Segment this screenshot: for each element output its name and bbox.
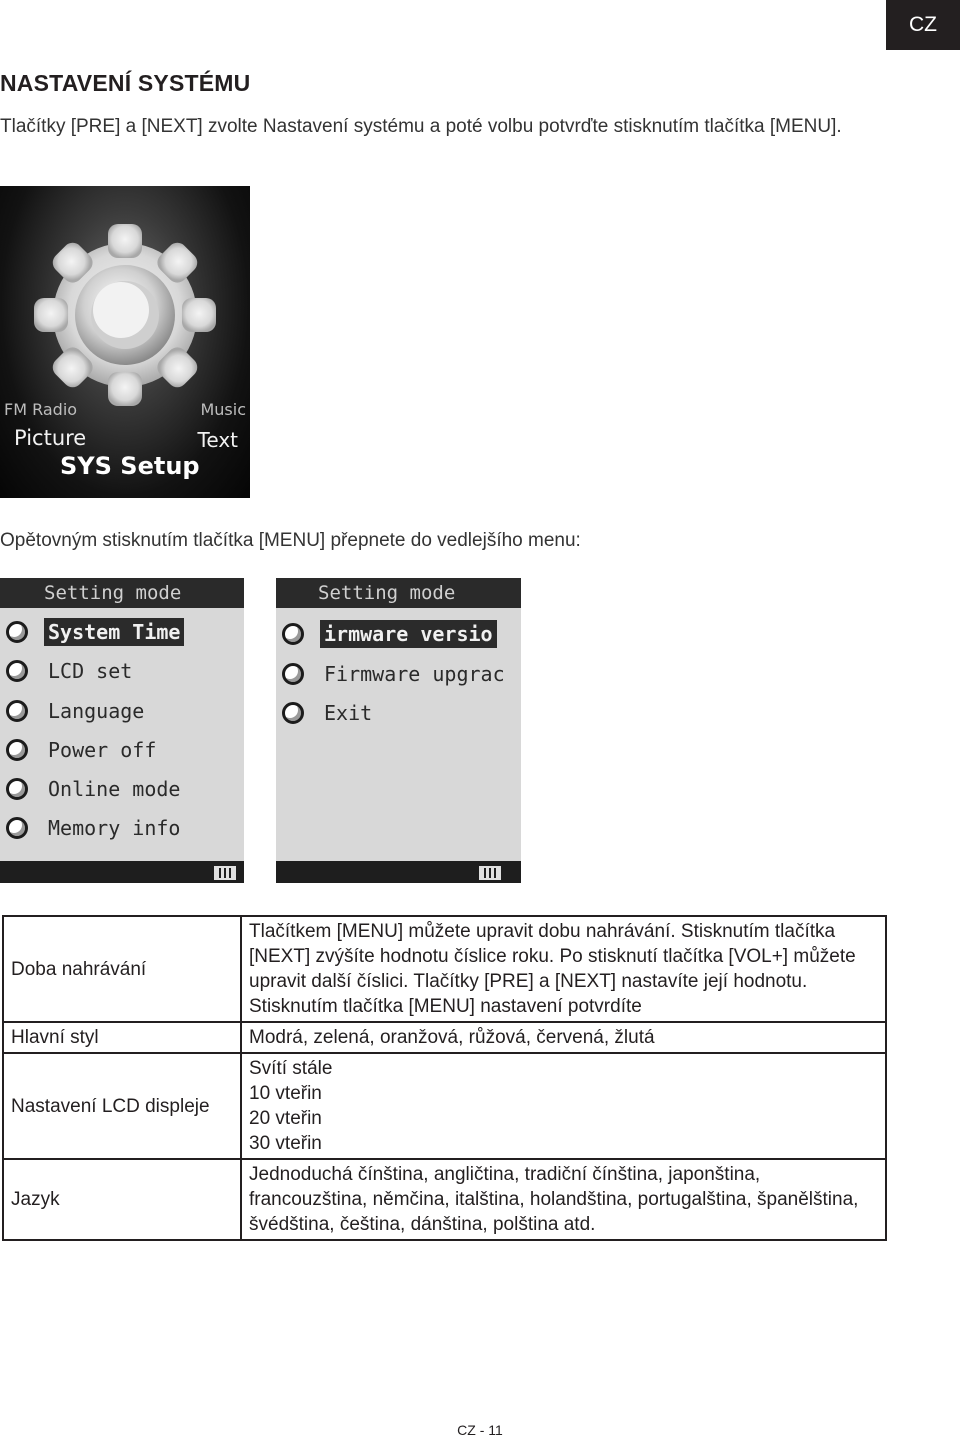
lcd-title: Setting mode <box>276 578 521 608</box>
setting-description: Jednoduchá čínština, angličtina, tradiční čínština, japonština, francouzština, němčina, italština, holandština, portugalština, španělština, švédština, čeština, dánština, polština atd. <box>241 1159 886 1240</box>
lcd-status-bar <box>276 861 521 883</box>
setting-name: Hlavní styl <box>3 1022 241 1053</box>
menu-item-label: LCD set <box>48 659 133 683</box>
radio-bullet-icon <box>282 663 304 685</box>
setting-mode-screen-1 <box>0 578 244 883</box>
lcd-title: Setting mode <box>0 578 244 608</box>
menu-item-label: Power off <box>48 738 157 762</box>
text-label: Text <box>197 428 238 452</box>
menu-item-label: Memory info <box>48 816 181 840</box>
battery-icon <box>479 866 501 880</box>
menu-item-online-mode[interactable] <box>0 773 244 805</box>
option-line: 10 vteřin <box>249 1083 322 1104</box>
page-heading: NASTAVENÍ SYSTÉMU <box>0 70 251 96</box>
picture-label: Picture <box>14 426 87 450</box>
menu-item-label: irmware versio <box>320 620 497 648</box>
radio-bullet-icon <box>6 739 28 761</box>
menu-item-label: Online mode <box>48 777 181 801</box>
table-row <box>3 916 886 1022</box>
radio-bullet-icon <box>6 778 28 800</box>
menu-item-language[interactable] <box>0 695 244 727</box>
battery-icon <box>214 866 236 880</box>
setting-description: Tlačítkem [MENU] můžete upravit dobu nahrávání. Stisknutím tlačítka [NEXT] zvýšíte hodnotu číslice roku. Po stisknutí tlačítka [VOL+] můžete upravit další číslici. Tlačítky [PRE] a [NEXT] nastavíte její hodnotu. Stisknutím tlačítka [MENU] nastavení potvrdíte <box>241 916 886 1022</box>
radio-bullet-icon <box>282 702 304 724</box>
menu-item-label: System Time <box>44 618 184 646</box>
menu-item-firmware-upgrade[interactable] <box>276 658 521 690</box>
option-line: 20 vteřin <box>249 1108 322 1129</box>
submenu-instruction: Opětovným stisknutím tlačítka [MENU] přepnete do vedlejšího menu: <box>0 530 581 551</box>
setting-mode-screen-2 <box>276 578 521 883</box>
setting-description: Modrá, zelená, oranžová, růžová, červená, žlutá <box>241 1022 886 1053</box>
setting-name: Nastavení LCD displeje <box>3 1053 241 1159</box>
radio-bullet-icon <box>6 817 28 839</box>
table-row <box>3 1159 886 1240</box>
sys-setup-label: SYS Setup <box>60 452 200 480</box>
settings-table <box>2 915 887 1241</box>
setting-name: Jazyk <box>3 1159 241 1240</box>
radio-bullet-icon <box>282 623 304 645</box>
language-tab: CZ <box>886 0 960 50</box>
page-number: CZ - 11 <box>457 1422 503 1438</box>
menu-item-lcd-set[interactable] <box>0 655 244 687</box>
menu-item-power-off[interactable] <box>0 734 244 766</box>
table-row <box>3 1053 886 1159</box>
radio-bullet-icon <box>6 700 28 722</box>
menu-item-system-time[interactable] <box>0 616 244 648</box>
setting-name: Doba nahrávání <box>3 916 241 1022</box>
table-row <box>3 1022 886 1053</box>
main-menu-screenshot <box>0 186 250 498</box>
menu-item-label: Firmware upgrac <box>324 662 505 686</box>
lcd-status-bar <box>0 861 244 883</box>
gear-icon <box>20 210 230 420</box>
menu-item-label: Language <box>48 699 145 723</box>
radio-bullet-icon <box>6 621 28 643</box>
option-line: Svítí stále <box>249 1058 333 1079</box>
fm-radio-label: FM Radio <box>4 400 78 419</box>
menu-item-firmware-version[interactable] <box>276 618 521 650</box>
menu-item-memory-info[interactable] <box>0 812 244 844</box>
menu-item-label: Exit <box>324 701 373 725</box>
intro-paragraph: Tlačítky [PRE] a [NEXT] zvolte Nastavení systému a poté volbu potvrďte stisknutím tlačítka [MENU]. <box>0 116 842 137</box>
menu-item-exit[interactable] <box>276 697 521 729</box>
radio-bullet-icon <box>6 660 28 682</box>
setting-description <box>241 1053 886 1159</box>
music-label: Music <box>200 400 246 419</box>
option-line: 30 vteřin <box>249 1133 322 1154</box>
